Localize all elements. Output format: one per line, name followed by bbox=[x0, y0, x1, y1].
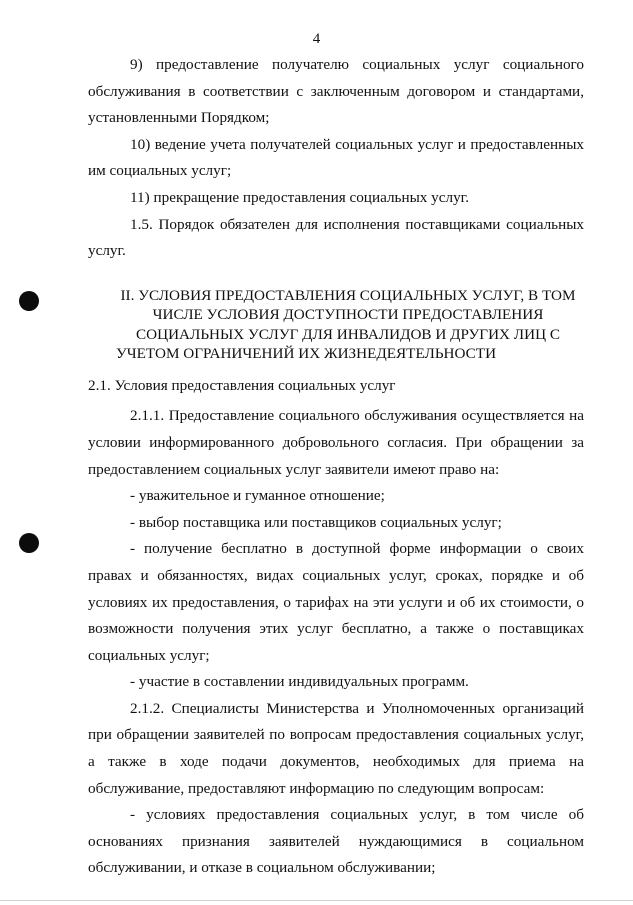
punch-hole-bottom bbox=[19, 533, 39, 553]
paragraph-item-9: 9) предоставление получателю социальных услуг социального обслуживания в соответствии с заключенным договором и стандартами, установленными Порядком; bbox=[88, 56, 584, 127]
section-heading: II. УСЛОВИЯ ПРЕДОСТАВЛЕНИЯ СОЦИАЛЬНЫХ УСЛУГ, В ТОМ ЧИСЛЕ УСЛОВИЯ ДОСТУПНОСТИ ПРЕДОСТАВЛЕНИЯ СОЦИАЛЬНЫХ УСЛУГ ДЛЯ ИНВАЛИДОВ И ДРУГИХ ЛИЦ С УЧЕТОМ ОГРАНИЧЕНИЙ ИХ ЖИЗНЕДЕЯТЕЛЬНОСТИ bbox=[116, 286, 576, 363]
subsection-heading: 2.1. Условия предоставления социальных услуг bbox=[88, 376, 396, 394]
paragraph-2-1-1: 2.1.1. Предоставление социального обслуживания осуществляется на условии информированного добровольного согласия. При обращении за предоставлением социальных услуг заявители имеют право на: bbox=[88, 407, 584, 478]
punch-hole-top bbox=[19, 291, 39, 311]
paragraph-1-5: 1.5. Порядок обязателен для исполнения поставщиками социальных услуг. bbox=[88, 215, 584, 260]
paragraph-2-1-2: 2.1.2. Специалисты Министерства и Уполномоченных организаций при обращении заявителей по вопросам предоставления социальных услуг, а также в ходе подачи документов, необходимых для приема на обслуживание, предоставляют информацию по следующим вопросам: bbox=[88, 699, 584, 797]
page-number: 4 bbox=[312, 31, 321, 47]
rights-list-item: - участие в составлении индивидуальных программ. bbox=[130, 673, 469, 691]
paragraph-item-11: 11) прекращение предоставления социальных услуг. bbox=[130, 188, 469, 206]
rights-list-item: - получение бесплатно в доступной форме информации о своих правах и обязанностях, видах социальных услуг, сроках, порядке и об условиях их предоставления, о тарифах на эти услуги и об их стоимости, о возможности получения этих услуг бесплатно, а также о поставщиках социальных услуг; bbox=[88, 540, 584, 664]
document-body bbox=[88, 52, 584, 882]
rights-list-item: - выбор поставщика или поставщиков социальных услуг; bbox=[130, 513, 502, 531]
topics-list-item: - условиях предоставления социальных услуг, в том числе об основаниях признания заявителей нуждающимися в социальном обслуживании, и отказе в социальном обслуживании; bbox=[88, 806, 584, 877]
scan-edge-line bbox=[0, 900, 633, 901]
rights-list-item: - уважительное и гуманное отношение; bbox=[130, 487, 385, 505]
paragraph-item-10: 10) ведение учета получателей социальных услуг и предоставленных им социальных услуг; bbox=[88, 135, 584, 180]
